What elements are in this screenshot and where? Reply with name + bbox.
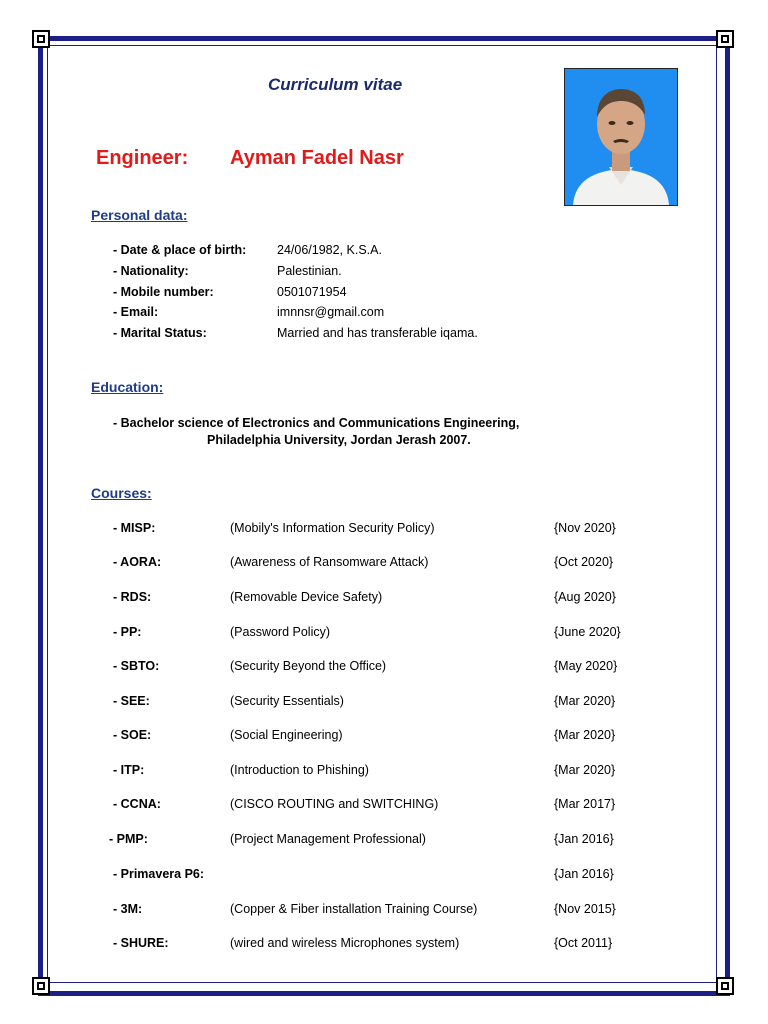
personal-value: Married and has transferable iqama.	[277, 326, 478, 340]
course-date: {Oct 2020}	[554, 555, 614, 569]
course-date: {May 2020}	[554, 659, 618, 673]
course-code: - SOE:	[113, 728, 152, 742]
course-date: {Mar 2020}	[554, 728, 616, 742]
section-heading-education: Education:	[91, 379, 164, 395]
course-date: {Oct 2011}	[554, 936, 613, 950]
course-date: {Mar 2020}	[554, 763, 616, 777]
engineer-label: Engineer:	[96, 147, 189, 169]
course-code: - CCNA:	[113, 797, 161, 811]
profile-photo	[564, 68, 678, 206]
course-date: {Jan 2016}	[554, 867, 614, 881]
course-code: - SHURE:	[113, 936, 169, 950]
corner-ornament-top-left	[32, 30, 50, 48]
course-code: - 3M:	[113, 902, 143, 916]
course-description: (Awareness of Ransomware Attack)	[230, 555, 429, 569]
course-date: {Nov 2020}	[554, 521, 616, 535]
personal-label: - Mobile number:	[113, 285, 214, 299]
personal-label: - Nationality:	[113, 264, 189, 278]
candidate-name: Ayman Fadel Nasr	[230, 147, 404, 169]
course-description: (Project Management Professional)	[230, 832, 426, 846]
education-university: Philadelphia University, Jordan Jerash 2007.	[207, 433, 471, 447]
course-description: (wired and wireless Microphones system)	[230, 936, 460, 950]
course-description: (Social Engineering)	[230, 728, 343, 742]
course-description: (Security Essentials)	[230, 694, 344, 708]
personal-value: 24/06/1982, K.S.A.	[277, 243, 382, 257]
person-portrait-icon	[565, 69, 677, 205]
course-code: - AORA:	[113, 555, 162, 569]
course-code: - ITP:	[113, 763, 145, 777]
course-date: {June 2020}	[554, 625, 621, 639]
section-heading-courses: Courses:	[91, 485, 152, 501]
course-code: - MISP:	[113, 521, 156, 535]
corner-ornament-top-right	[716, 30, 734, 48]
personal-label: - Date & place of birth:	[113, 243, 247, 257]
course-description: (Password Policy)	[230, 625, 331, 639]
course-code: - PMP:	[109, 832, 148, 846]
course-code: - RDS:	[113, 590, 152, 604]
course-date: {Nov 2015}	[554, 902, 616, 916]
course-date: {Mar 2017}	[554, 797, 616, 811]
personal-value: 0501071954	[277, 285, 347, 299]
section-heading-personal: Personal data:	[91, 207, 188, 223]
document-title: Curriculum vitae	[268, 75, 403, 94]
course-date: {Mar 2020}	[554, 694, 616, 708]
personal-value: Palestinian.	[277, 264, 342, 278]
education-degree: - Bachelor science of Electronics and Communications Engineering,	[113, 416, 520, 430]
course-description: (Security Beyond the Office)	[230, 659, 387, 673]
course-code: - SBTO:	[113, 659, 160, 673]
course-date: {Aug 2020}	[554, 590, 616, 604]
course-date: {Jan 2016}	[554, 832, 614, 846]
course-description: (Copper & Fiber installation Training Course)	[230, 902, 478, 916]
course-description: (CISCO ROUTING and SWITCHING)	[230, 797, 439, 811]
corner-ornament-bottom-left	[32, 977, 50, 995]
course-description: (Introduction to Phishing)	[230, 763, 369, 777]
corner-ornament-bottom-right	[716, 977, 734, 995]
course-code: - Primavera P6:	[113, 867, 205, 881]
personal-label: - Marital Status:	[113, 326, 207, 340]
course-description: (Mobily's Information Security Policy)	[230, 521, 435, 535]
course-code: - PP:	[113, 625, 142, 639]
course-code: - SEE:	[113, 694, 150, 708]
personal-value-email: imnnsr@gmail.com	[277, 305, 385, 319]
course-description: (Removable Device Safety)	[230, 590, 383, 604]
personal-label: - Email:	[113, 305, 159, 319]
